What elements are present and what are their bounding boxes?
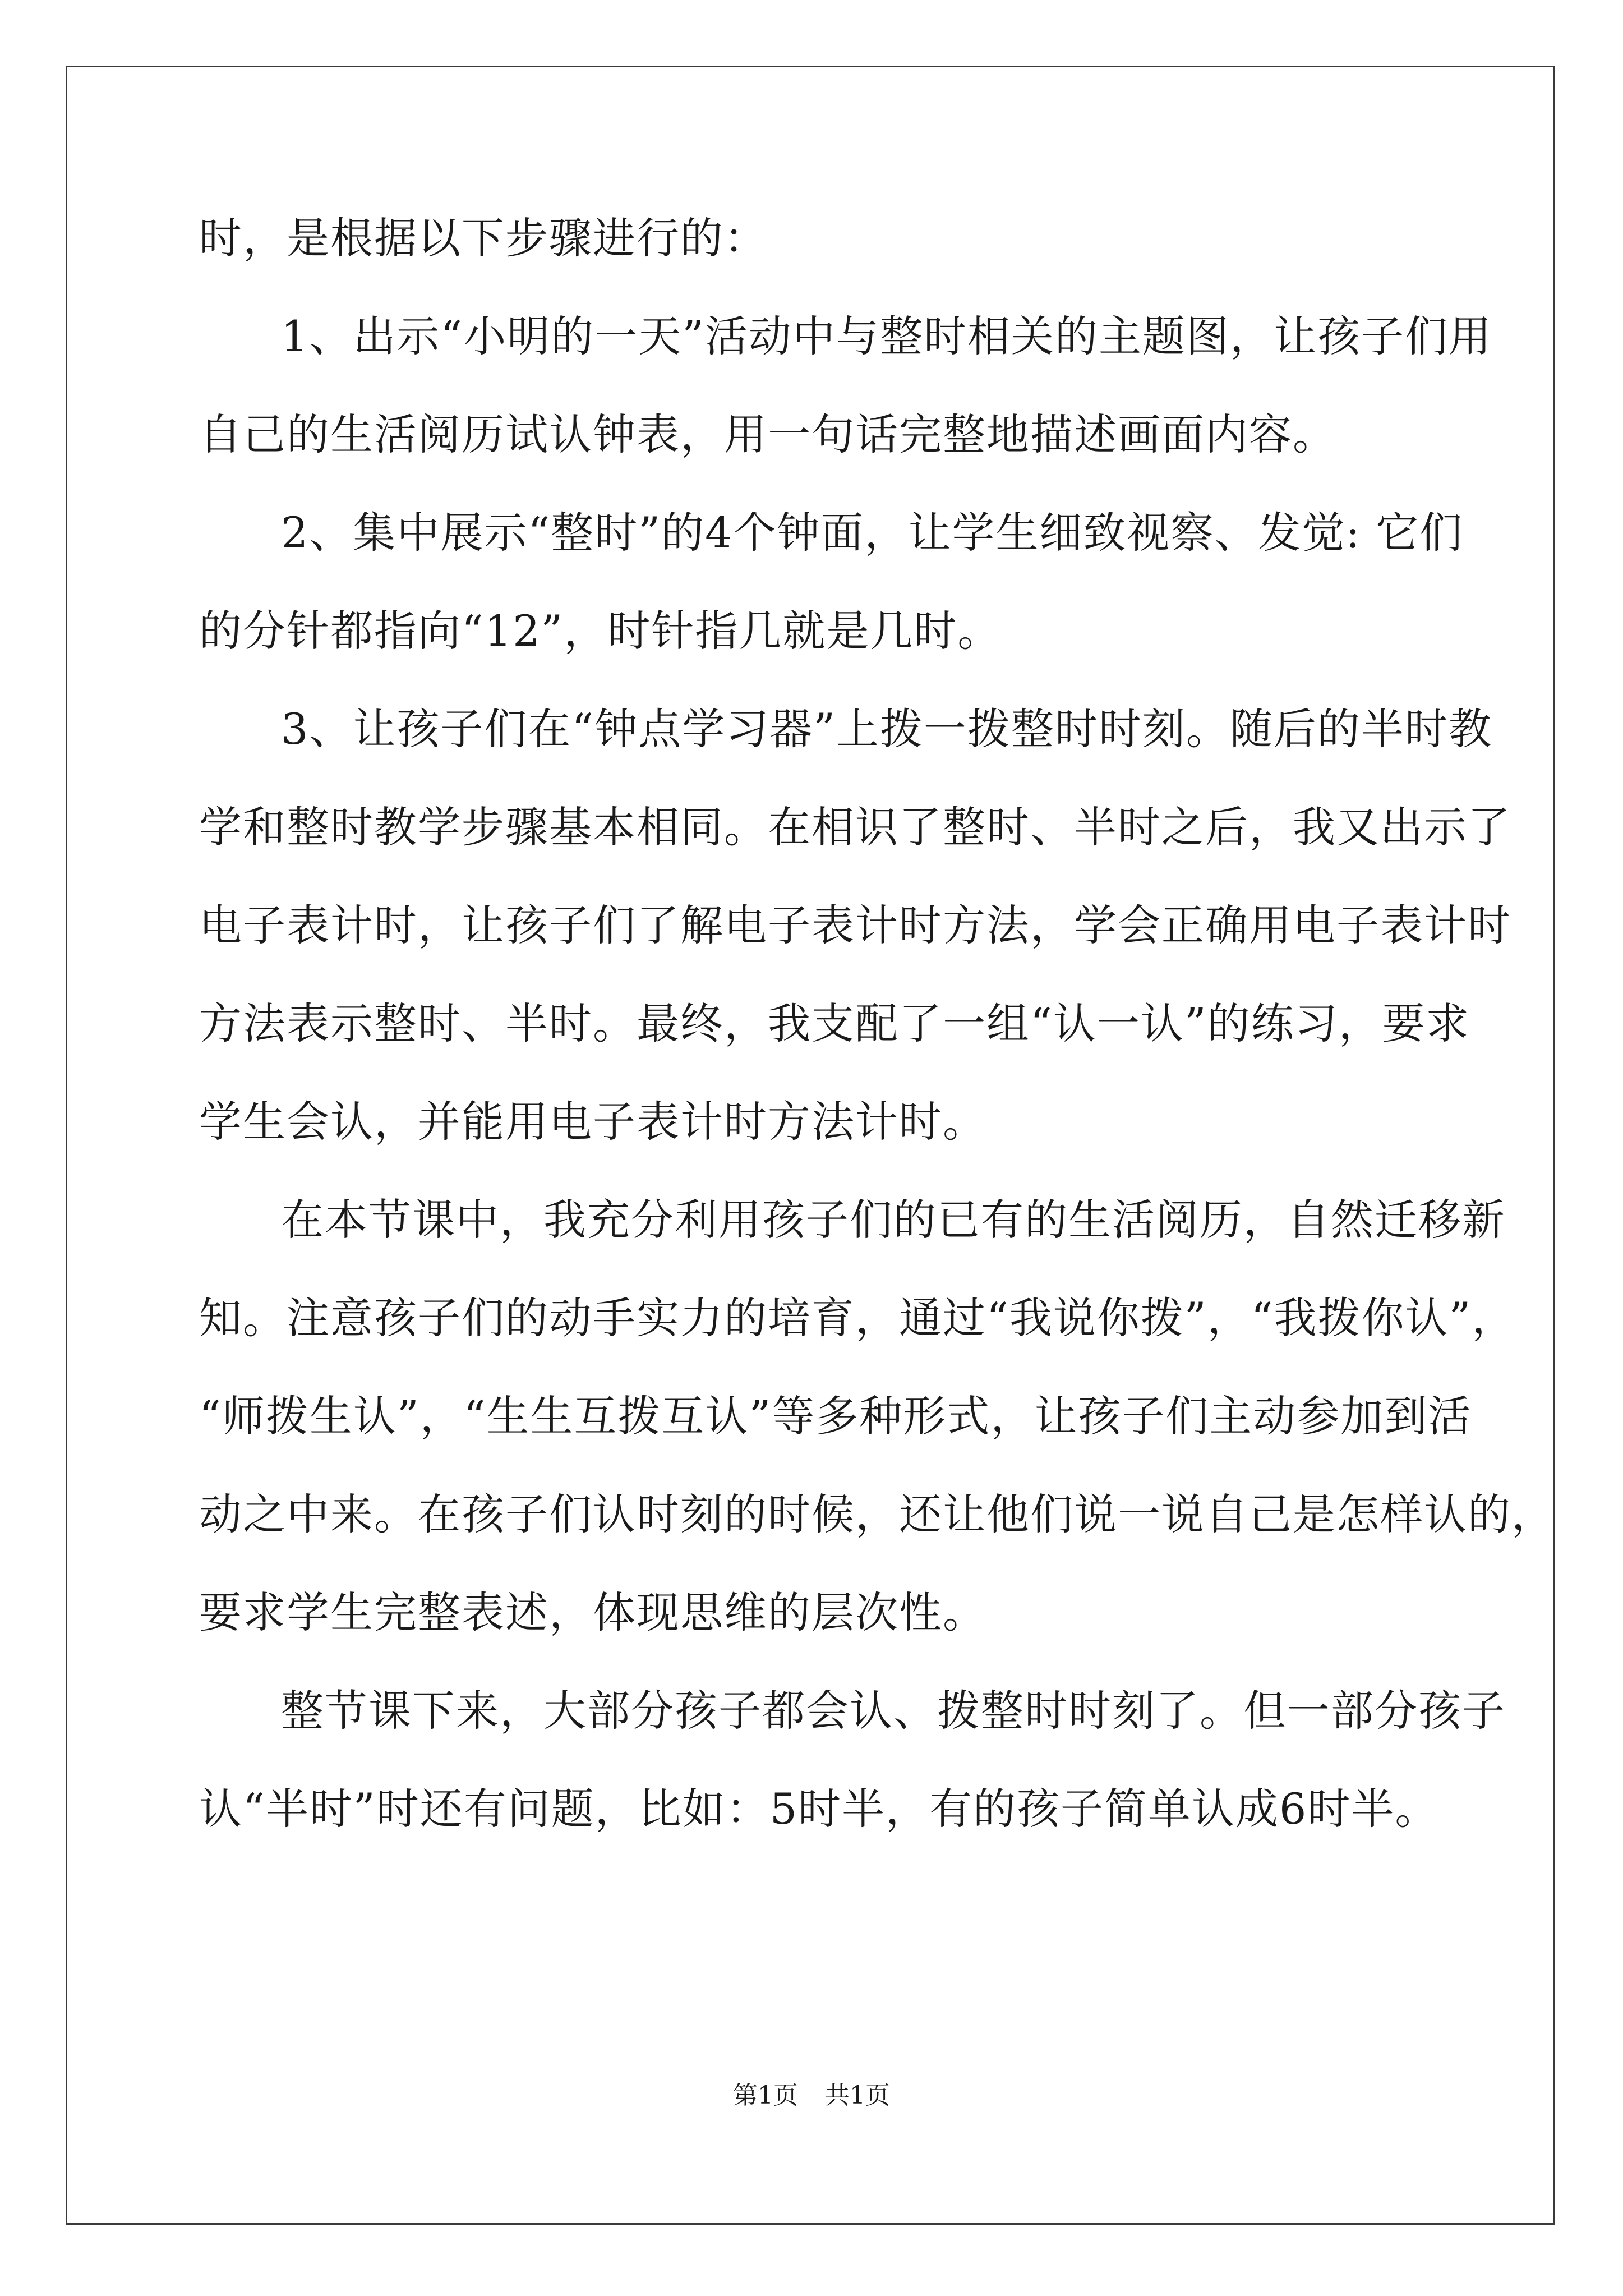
text-line: 方法表示整时、半时。最终，我支配了一组“认一认”的练习，要求 [199,999,1470,1048]
text-line: 学生会认，并能用电子表计时方法计时。 [199,1097,986,1147]
text-line: 3、让孩子们在“钟点学习器”上拨一拨整时时刻。随后的半时教 [281,704,1493,754]
text-line: “师拨生认”，“生生互拨互认”等多种形式，让孩子们主动参加到活 [199,1391,1472,1441]
text-line: 时，是根据以下步骤进行的： [199,213,768,263]
text-line: 学和整时教学步骤基本相同。在相识了整时、半时之后，我又出示了 [199,802,1511,852]
text-line: 1、出示“小明的一天”活动中与整时相关的主题图，让孩子们用 [281,311,1493,361]
text-line: 认“半时”时还有问题，比如：5时半，有的孩子简单认成6时半。 [199,1784,1439,1834]
text-line: 要求学生完整表述，体现思维的层次性。 [199,1588,986,1637]
text-line: 的分针都指向“12”，时针指几就是几时。 [199,606,1002,656]
text-line: 整节课下来，大部分孩子都会认、拨整时时刻了。但一部分孩子 [281,1686,1506,1736]
text-line: 2、集中展示“整时”的4个钟面，让学生细致视察、发觉: 它们 [281,508,1464,558]
text-line: 知。注意孩子们的动手实力的培育，通过“我说你拨”，“我拨你认”， [199,1293,1516,1343]
page-number-current: 第1页 [733,2081,798,2110]
text-line: 自己的生活阅历试认钟表，用一句话完整地描述画面内容。 [199,409,1336,459]
text-line: 电子表计时，让孩子们了解电子表计时方法，学会正确用电子表计时 [199,900,1511,950]
page-footer [0,2079,1623,2113]
text-line: 动之中来。在孩子们认时刻的时候，还让他们说一说自己是怎样认的， [199,1489,1555,1539]
page-number-total: 共1页 [825,2081,890,2110]
text-line: 在本节课中，我充分利用孩子们的已有的生活阅历，自然迁移新 [281,1195,1506,1245]
